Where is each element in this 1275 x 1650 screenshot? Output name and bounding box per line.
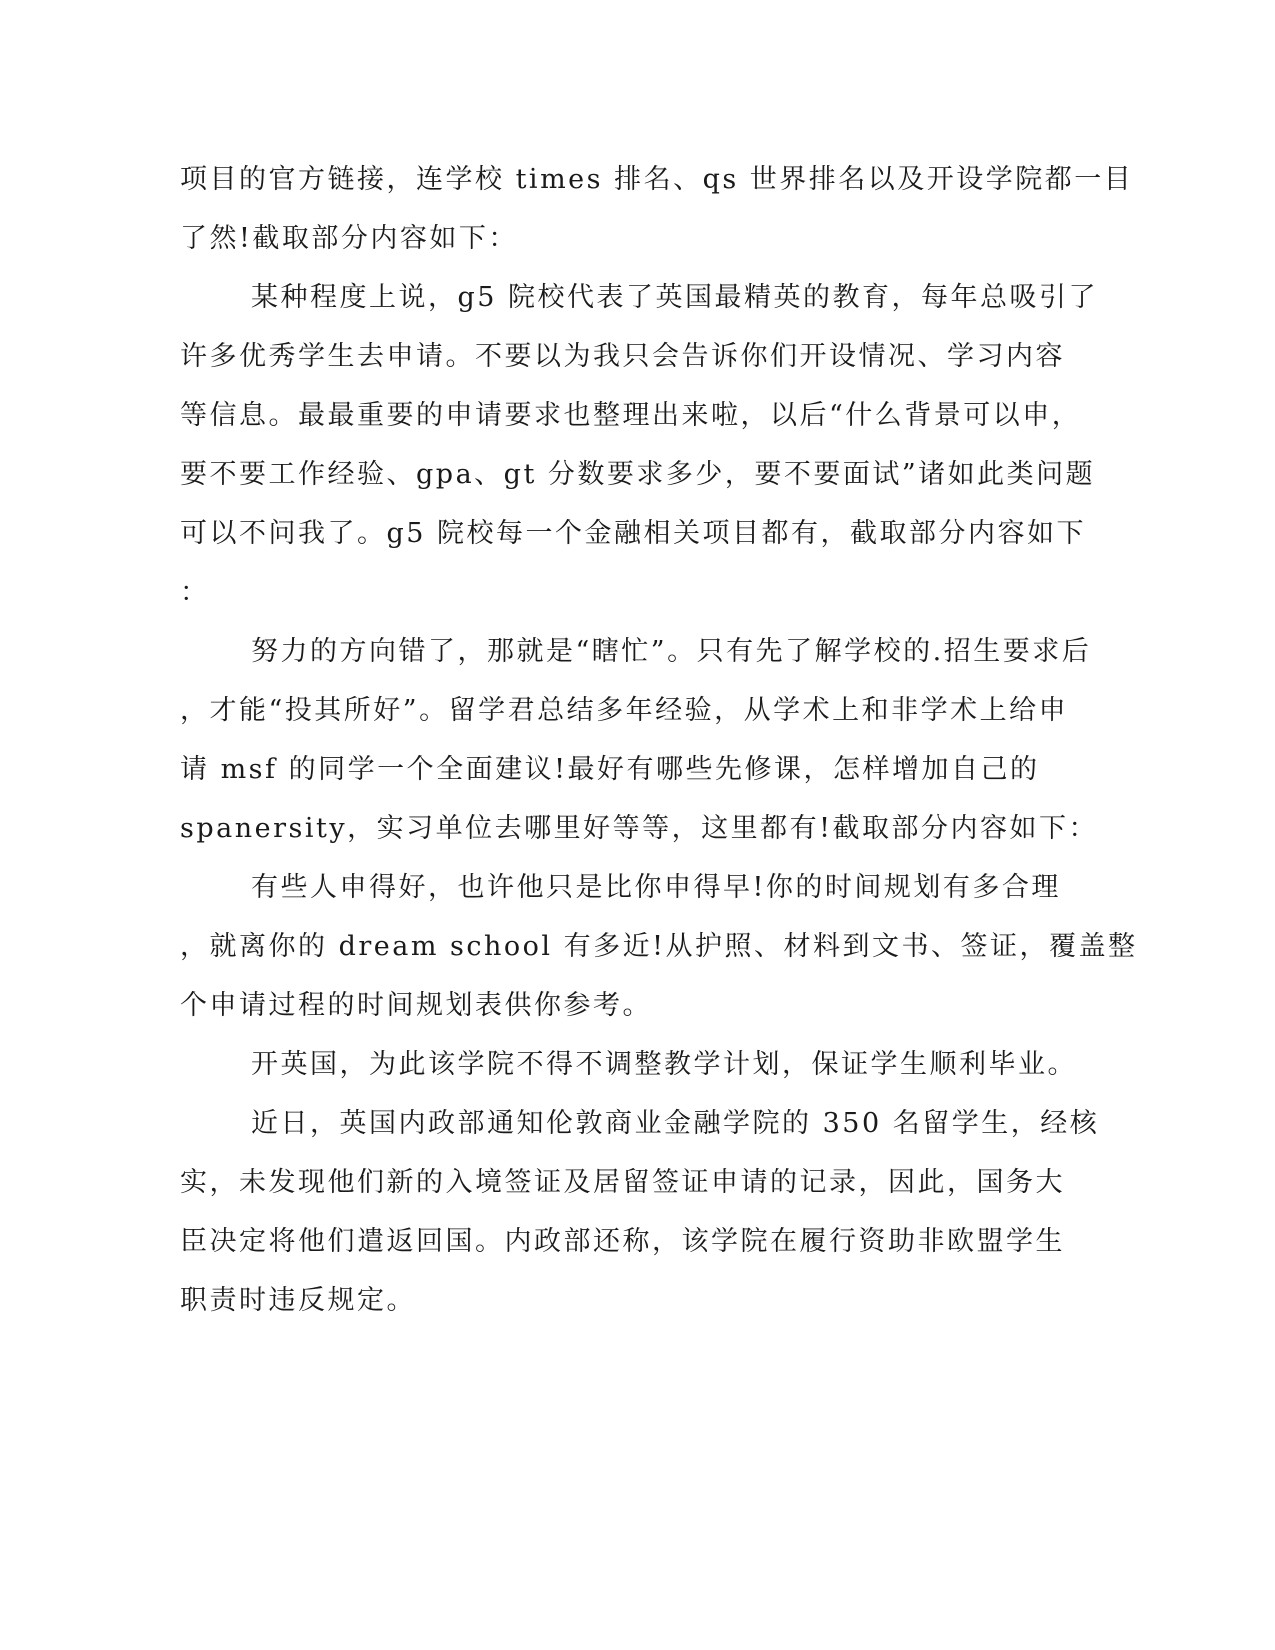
text-line: 许多优秀学生去申请。不要以为我只会告诉你们开设情况、学习内容 (180, 341, 1065, 372)
text-line: ： (180, 577, 210, 608)
text-line: 要不要工作经验、gpa、gt 分数要求多少，要不要面试”诸如此类问题 (180, 459, 1096, 490)
paragraph-start-line: 开英国，为此该学院不得不调整教学计划，保证学生顺利毕业。 (251, 1049, 1077, 1080)
text-line: ，就离你的 dream school 有多近!从护照、材料到文书、签证，覆盖整 (180, 931, 1138, 962)
paragraph-start-line: 某种程度上说，g5 院校代表了英国最精英的教育，每年总吸引了 (251, 282, 1099, 313)
text-line: spanersity，实习单位去哪里好等等，这里都有!截取部分内容如下： (180, 813, 1098, 844)
text-line: 项目的官方链接，连学校 times 排名、qs 世界排名以及开设学院都一目 (180, 164, 1134, 195)
text-line: 实，未发现他们新的入境签证及居留签证申请的记录，因此，国务大 (180, 1167, 1065, 1198)
text-line: 臣决定将他们遣返回国。内政部还称，该学院在履行资助非欧盟学生 (180, 1226, 1065, 1257)
paragraph-start-line: 努力的方向错了，那就是“瞎忙”。只有先了解学校的.招生要求后 (251, 636, 1092, 667)
paragraph-start-line: 有些人申得好，也许他只是比你申得早!你的时间规划有多合理 (251, 872, 1061, 903)
text-line: 可以不问我了。g5 院校每一个金融相关项目都有，截取部分内容如下 (180, 518, 1087, 549)
text-line: 职责时违反规定。 (180, 1285, 416, 1316)
paragraph-start-line: 近日，英国内政部通知伦敦商业金融学院的 350 名留学生，经核 (251, 1108, 1100, 1139)
text-line: 请 msf 的同学一个全面建议!最好有哪些先修课，怎样增加自己的 (180, 754, 1040, 785)
text-line: 了然!截取部分内容如下： (180, 223, 518, 254)
text-line: 等信息。最最重要的申请要求也整理出来啦，以后“什么背景可以申， (180, 400, 1082, 431)
text-line: ，才能“投其所好”。留学君总结多年经验，从学术上和非学术上给申 (180, 695, 1069, 726)
text-line: 个申请过程的时间规划表供你参考。 (180, 990, 652, 1021)
